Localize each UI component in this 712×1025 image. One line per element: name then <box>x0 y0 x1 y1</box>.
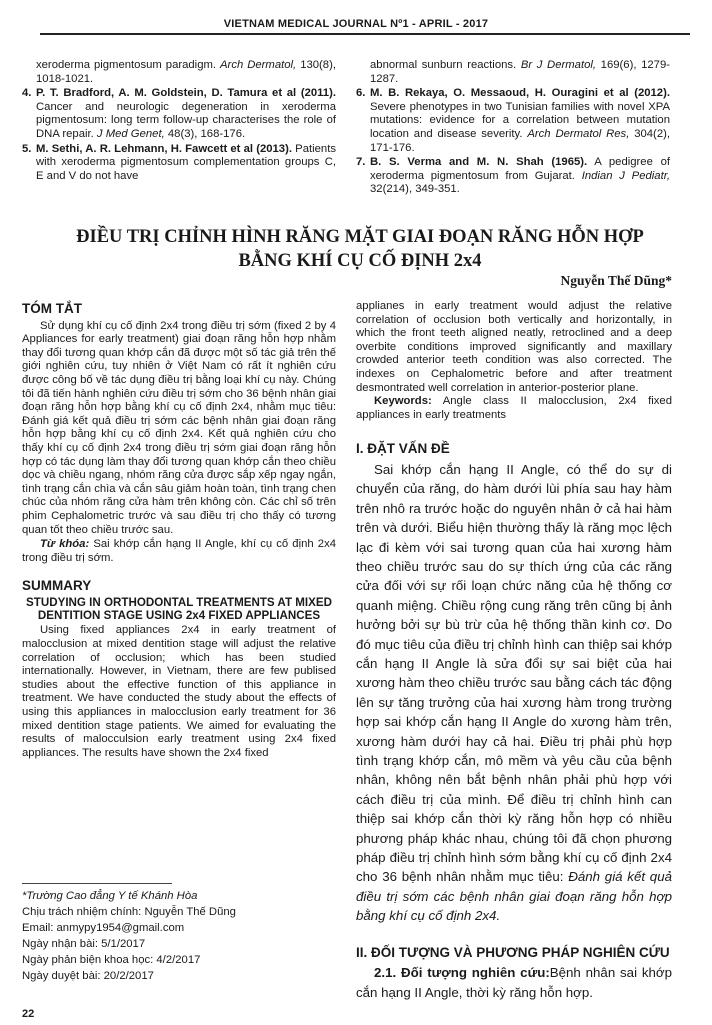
summary-body-continued: applianes in early treatment would adjust the relative correlation of occlusion both vertically and horizontally, in which the front teeth aligned neatly, retroclined and a deep overbite conditions improved significantly and maxillary crowded anterior teeth condition was also corrected. The indexes on Cephalometric before and after treatment desmontrated well correlation in anterior-posterior plane. <box>356 300 672 394</box>
running-header <box>0 0 712 42</box>
reference-item: 7. B. S. Verma and M. N. Shah (1965). A pedigree of xeroderma pigmentosum from Gujarat. Indian J Pediatr, 32(214), 349-351. <box>356 156 670 196</box>
left-column <box>22 300 336 761</box>
reference-item: xeroderma pigmentosum paradigm. Arch Dermatol, 130(8), 1018-1021. <box>36 59 336 85</box>
references-left <box>22 59 336 184</box>
reference-item: 4. P. T. Bradford, A. M. Goldstein, D. Tamura et al (2011). Cancer and neurologic degeneration in xeroderma pigmentosum: long term follow-up characterises the role of DNA repair. J Med Genet, 48(3), 168-176. <box>22 87 336 140</box>
intro-body: Sai khớp cắn hạng II Angle, có thể do sự di chuyển của răng, do hàm dưới lùi phía sau hay hàm trên nhô ra trước hoặc do nguyên nhân ở cả hai hàm trên và dưới. Biểu hiện thường thấy là răng mọc lệch lạc đi kèm với sai tương quan của hai xương hàm theo chiều trước sau do sự thích ứng của các răng cửa đối với sự rối loạn chức năng của hệ thống cơ quanh miệng. Chiều rộng cung răng trên cũng bị ảnh hưởng bởi sự bù trừ của hệ thống thần kinh cơ. Do đó mục tiêu của điều trị chỉnh hình can thiệp sai khớp cắn hạng II Angle là sửa đổi sự sai biệt của hai xương hàm theo chiều trước sau bằng cách tác động lên sự tăng trưởng của hai xương hàm trong trường hợp sai khớp cắn hạng II Angle do xương hàm trên, xương hàm dưới hay cả hai. Điều trị phải phù hợp tình trạng khớp cắn, mô mềm và yêu cầu của bệnh nhân, không nên bắt bệnh nhân phải phù hợp với cách điều trị của mình. Để điều trị chỉnh hình can thiệp sai khớp cắn thời kỳ răng hỗn hợp có nhiều phương pháp khác nhau, chúng tôi đã chọn phương pháp điều trị chỉnh hình sớm bằng khí cụ cố định 2x4 cho 36 bệnh nhân nhằm mục tiêu: Đánh giá kết quả điều trị sớm các bệnh nhân giai đoạn răng hỗn hợp bằng khí cụ cố định 2x4. <box>356 461 672 924</box>
article-title <box>30 225 690 273</box>
intro-section <box>356 460 672 926</box>
intro-heading: I. ĐẶT VẤN ĐỀ <box>356 441 450 457</box>
right-column <box>356 300 672 1003</box>
summary-keywords: Keywords: Angle class II malocclusion, 2x4 fixed appliances in early treatments <box>356 395 672 421</box>
footnote-rule <box>22 883 172 884</box>
summary-heading: SUMMARY <box>22 578 92 594</box>
reference-item: 5. M. Sethi, A. R. Lehmann, H. Fawcett et al (2013). Patients with xeroderma pigmentosum complementation groups C, E and V do not have <box>22 142 336 182</box>
methods-subsection: 2.1. Đối tượng nghiên cứu:Bệnh nhân sai khớp cắn hạng II Angle, thời kỳ răng hỗn hợp. <box>356 965 672 1000</box>
abstract-heading: TÓM TẮT <box>22 301 82 316</box>
abstract-keywords: Từ khóa: Sai khớp cắn hạng II Angle, khí cụ cố định 2x4 trong điều trị sớm. <box>22 538 336 564</box>
author-name: Nguyễn Thế Dũng* <box>560 273 672 288</box>
footnote-approved: Ngày duyệt bài: 20/2/2017 <box>22 970 154 982</box>
reference-item: abnormal sunburn reactions. Br J Dermatol, 169(6), 1279-1287. <box>370 59 670 85</box>
footnote-received: Ngày nhận bài: 5/1/2017 <box>22 938 146 950</box>
references-right <box>356 59 670 198</box>
page-number: 22 <box>22 1008 35 1020</box>
intro-aim: Đánh giá kết quả điều trị sớm các bệnh nhân giai đoạn răng hỗn hợp bằng khí cụ cố định 2x4. <box>356 869 672 924</box>
footnote-responsible: Chịu trách nhiệm chính: Nguyễn Thế Dũng <box>22 906 236 918</box>
footnote-reviewed: Ngày phản biện khoa học: 4/2/2017 <box>22 954 201 966</box>
footnote-email: Email: anmypy1954@gmail.com <box>22 922 185 934</box>
footnote <box>22 883 336 984</box>
summary-title: STUDYING IN ORTHODONTAL TREATMENTS AT MIXED DENTITION STAGE USING 2x4 FIXED APPLIANCES <box>26 595 332 622</box>
methods-section <box>356 963 672 1002</box>
title-line-2: BẰNG KHÍ CỤ CỐ ĐỊNH 2x4 <box>238 251 482 271</box>
journal-header: VIETNAM MEDICAL JOURNAL Nº1 - APRIL - 2017 <box>223 18 489 30</box>
footnote-affiliation: *Trường Cao đẳng Y tế Khánh Hòa <box>22 890 198 902</box>
reference-item: 6. M. B. Rekaya, O. Messaoud, H. Ouragini et al (2012). Severe phenotypes in two Tunisian families with novel XPA mutations: evidence for a correlation between mutation location and disease severity. Arch Dermatol Res, 304(2), 171-176. <box>356 87 671 154</box>
title-line-1: ĐIỀU TRỊ CHỈNH HÌNH RĂNG MẶT GIAI ĐOẠN RĂNG HỖN HỢP <box>76 227 644 247</box>
methods-heading: II. ĐỐI TƯỢNG VÀ PHƯƠNG PHÁP NGHIÊN CỨU <box>356 944 670 960</box>
summary-body: Using fixed appliances 2x4 in early treatment of malocclusion at mixed dentition stage will adjust the relative correlation of occlusion; which has been studied internationally. However, in Vietnam, there are few publised studies about the effective function of this appliance in treatment. We have conducted the study about the effects of using this appliances in malocclusion early treatment for 36 mixed dentition stage patients. We aimed for evaluating the results of malocculsion early treatment using 2x4 fixed appliances. The results have shown the 2x4 fixed <box>22 624 336 759</box>
abstract-body: Sử dụng khí cụ cố định 2x4 trong điều trị sớm (fixed 2 by 4 Appliances for early treatment) giai đoạn răng hỗn hợp nhằm thay đổi tương quan khớp cắn đã được một số tác giả trên thế giới nghiên cứu, tuy nhiên ở Việt Nam có rất ít nghiên cứu được công bố về tác dụng điều trị bằng loại khí cụ này. Chúng tôi đã tiến hành nghiên cứu điều trị sớm cho 36 bệnh nhân giai đoạn răng hỗn hợp bằng khí cụ cố định 2x4, nhằm mục tiêu: Đánh giá kết quả điều trị sớm các bệnh nhân giai đoạn răng hỗn hợp bằng khí cụ cố định 2x4. Kết quả nghiên cứu cho thấy khí cụ cố định 2x4 trong điều trị sớm giai đoạn răng hỗn hợp có tác dụng làm thay đổi tương quan khớp cắn theo chiều dọc và chiều ngang, nhóm răng cửa được sắp xếp ngay ngắn, tình trạng cắn chìa và cắn sâu giảm hoàn toàn, tình trạng chen chúc của nhóm răng cửa hàm trên không còn. Các chỉ số trên phim Cephalometric trước và sau điều trị cho thấy có tương quan tốt theo chiều trước sau. <box>22 319 337 536</box>
header-rule <box>40 33 690 35</box>
